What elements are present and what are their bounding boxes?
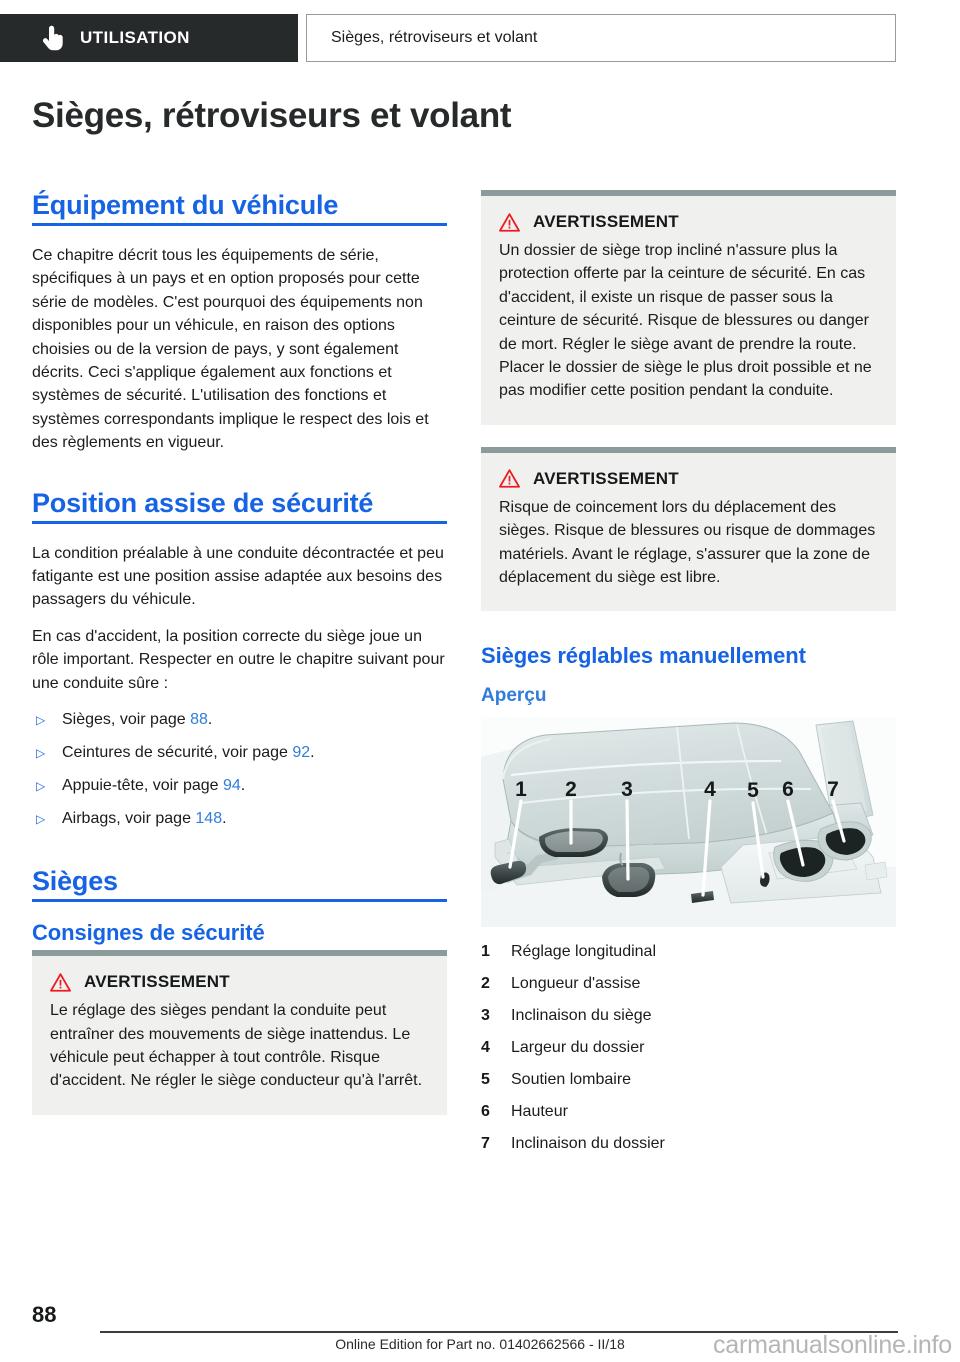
- heading-consignes-de-securite: Consignes de sécurité: [32, 920, 265, 946]
- callout-1: 1: [515, 778, 527, 802]
- paragraph-position-2: En cas d'accident, la position correcte du siège joue un rôle important. Respecter en outre le chapitre suivant pour une conduite sûre :: [32, 627, 445, 692]
- section-tab-utilisation[interactable]: [0, 14, 298, 62]
- seat-illustration: [481, 717, 896, 927]
- left-column: [32, 190, 447, 1137]
- heading-rule: [32, 223, 447, 226]
- legend-number: 1: [481, 943, 490, 961]
- cross-reference-label: Airbags, voir page: [62, 810, 196, 828]
- warning-text: Risque de coincement lors du déplacement des sièges. Risque de blessures ou risque de dommages matériels. Avant le réglage, s'assurer que la zone de déplacement du siège est libre.: [499, 498, 876, 587]
- cross-reference-text: [62, 807, 227, 830]
- cross-reference-text: [62, 708, 212, 731]
- chapter-tab[interactable]: [306, 14, 896, 62]
- header-bar: [0, 14, 960, 62]
- heading-apercu: Aperçu: [481, 685, 547, 707]
- legend-number: 4: [481, 1039, 490, 1057]
- triangle-bullet-icon: ▷: [36, 812, 46, 827]
- legend-label: Largeur du dossier: [511, 1039, 645, 1057]
- cross-reference-text: [62, 774, 245, 797]
- cross-reference-item[interactable]: [32, 741, 447, 765]
- heading-equipement-du-vehicule: Équipement du véhicule: [32, 190, 339, 220]
- page-number: 88: [32, 1302, 57, 1327]
- manual-seat-adjustment-diagram: [481, 717, 896, 927]
- callout-3: 3: [621, 778, 633, 802]
- cross-reference-item[interactable]: [32, 708, 447, 732]
- warning-title: AVERTISSEMENT: [533, 212, 679, 231]
- callout-4: 4: [704, 778, 716, 802]
- page-title: Sièges, rétroviseurs et volant: [32, 96, 512, 135]
- heading-rule: [32, 899, 447, 902]
- paragraph-equipement: Ce chapitre décrit tous les équipements de série, spécifiques à un pays et en option proposés pour cette série de modèles. C'est pourquoi des équipements non disponibles pour un véhicule, en raison des options choisies ou de la version de pays, y sont également décrits. Ceci s'applique également aux fonctions et systèmes de sécurité. L'utilisation des fonctions et systèmes correspondants implique le respect des lois et des règlements en vigueur.: [32, 247, 429, 452]
- heading-sieges: Sièges: [32, 866, 118, 897]
- heading-sieges-reglables-manuellement: Sièges réglables manuellement: [481, 643, 806, 669]
- legend-row: [481, 973, 896, 1005]
- legend-label: Inclinaison du siège: [511, 1007, 652, 1025]
- watermark: carmanualsonline.info: [712, 1331, 952, 1359]
- footer-edition-note: Online Edition for Part no. 01402662566 - II/18: [335, 1336, 625, 1352]
- cross-reference-item[interactable]: [32, 774, 447, 798]
- right-column: [481, 190, 896, 1165]
- callout-5: 5: [747, 779, 759, 803]
- page-reference-link[interactable]: 88: [190, 711, 208, 729]
- hand-pointing-icon: [42, 25, 64, 51]
- legend-label: Hauteur: [511, 1103, 568, 1121]
- cross-reference-label: Ceintures de sécurité, voir page: [62, 744, 293, 762]
- legend-label: Inclinaison du dossier: [511, 1135, 665, 1153]
- chapter-tab-label: Sièges, rétroviseurs et volant: [331, 29, 538, 46]
- warning-title: AVERTISSEMENT: [84, 972, 230, 992]
- cross-reference-item[interactable]: [32, 807, 447, 831]
- legend-row: [481, 1005, 896, 1037]
- cross-reference-label: Sièges, voir page: [62, 711, 191, 729]
- page-reference-link[interactable]: 148: [195, 810, 223, 828]
- legend-number: 3: [481, 1007, 490, 1025]
- cross-reference-suffix: .: [207, 711, 213, 729]
- legend-label: Réglage longitudinal: [511, 943, 656, 961]
- warning-triangle-icon: [50, 973, 71, 992]
- page-reference-link[interactable]: 92: [292, 744, 311, 762]
- cross-reference-suffix: .: [310, 744, 315, 762]
- warning-header: [50, 972, 429, 992]
- warning-text: Un dossier de siège trop incliné n'assure plus la protection offerte par la ceinture de sécurité. En cas d'accident, il existe un risque de passer sous la ceinture de sécurité. Risque de blessures ou danger de mort. Régler le siège avant de prendre la route. Placer le dossier de siège le plus droit possible et ne pas modifier cette position pendant la conduite.: [499, 242, 872, 400]
- page-reference-link[interactable]: 94: [223, 777, 241, 795]
- legend-row: [481, 1037, 896, 1069]
- callout-2: 2: [565, 778, 577, 802]
- legend-label: Soutien lombaire: [511, 1071, 632, 1089]
- warning-title: AVERTISSEMENT: [533, 468, 679, 488]
- legend-number: 7: [481, 1135, 490, 1153]
- legend-row: [481, 1101, 896, 1133]
- warning-box-right-1: [481, 190, 896, 425]
- legend-row: [481, 1133, 896, 1165]
- cross-reference-suffix: .: [240, 777, 246, 795]
- figure-legend: [481, 941, 896, 1165]
- cross-reference-suffix: .: [222, 810, 227, 828]
- legend-number: 6: [481, 1103, 490, 1121]
- legend-number: 2: [481, 975, 490, 993]
- legend-row: [481, 1069, 896, 1101]
- legend-number: 5: [481, 1071, 490, 1089]
- triangle-bullet-icon: ▷: [36, 779, 46, 794]
- warning-box-left: [32, 950, 447, 1115]
- warning-triangle-icon: [499, 213, 520, 232]
- warning-header: [499, 469, 878, 489]
- callout-6: 6: [782, 778, 794, 802]
- warning-header: [499, 212, 878, 232]
- cross-reference-list: [32, 708, 447, 831]
- warning-triangle-icon: [499, 469, 520, 488]
- legend-row: [481, 941, 896, 973]
- heading-rule: [32, 521, 447, 524]
- triangle-bullet-icon: ▷: [36, 713, 46, 728]
- heading-position-assise: Position assise de sécurité: [32, 487, 374, 518]
- callout-7: 7: [827, 778, 839, 802]
- legend-label: Longueur d'assise: [511, 975, 641, 993]
- warning-text: Le réglage des sièges pendant la conduite peut entraîner des mouvements de siège inattendus. Le véhicule peut échapper à tout contrôle. Risque d'accident. Ne régler le siège conducteur qu'à l'arrêt.: [50, 1002, 423, 1090]
- cross-reference-label: Appuie-tête, voir page: [62, 777, 223, 795]
- paragraph-position-1: La condition préalable à une conduite décontractée et peu fatigante est une position assise adaptée aux besoins des passagers du véhicule.: [32, 544, 444, 609]
- cross-reference-text: [62, 741, 315, 764]
- triangle-bullet-icon: ▷: [36, 746, 46, 761]
- section-tab-label: UTILISATION: [80, 28, 190, 47]
- warning-box-right-2: [481, 447, 896, 612]
